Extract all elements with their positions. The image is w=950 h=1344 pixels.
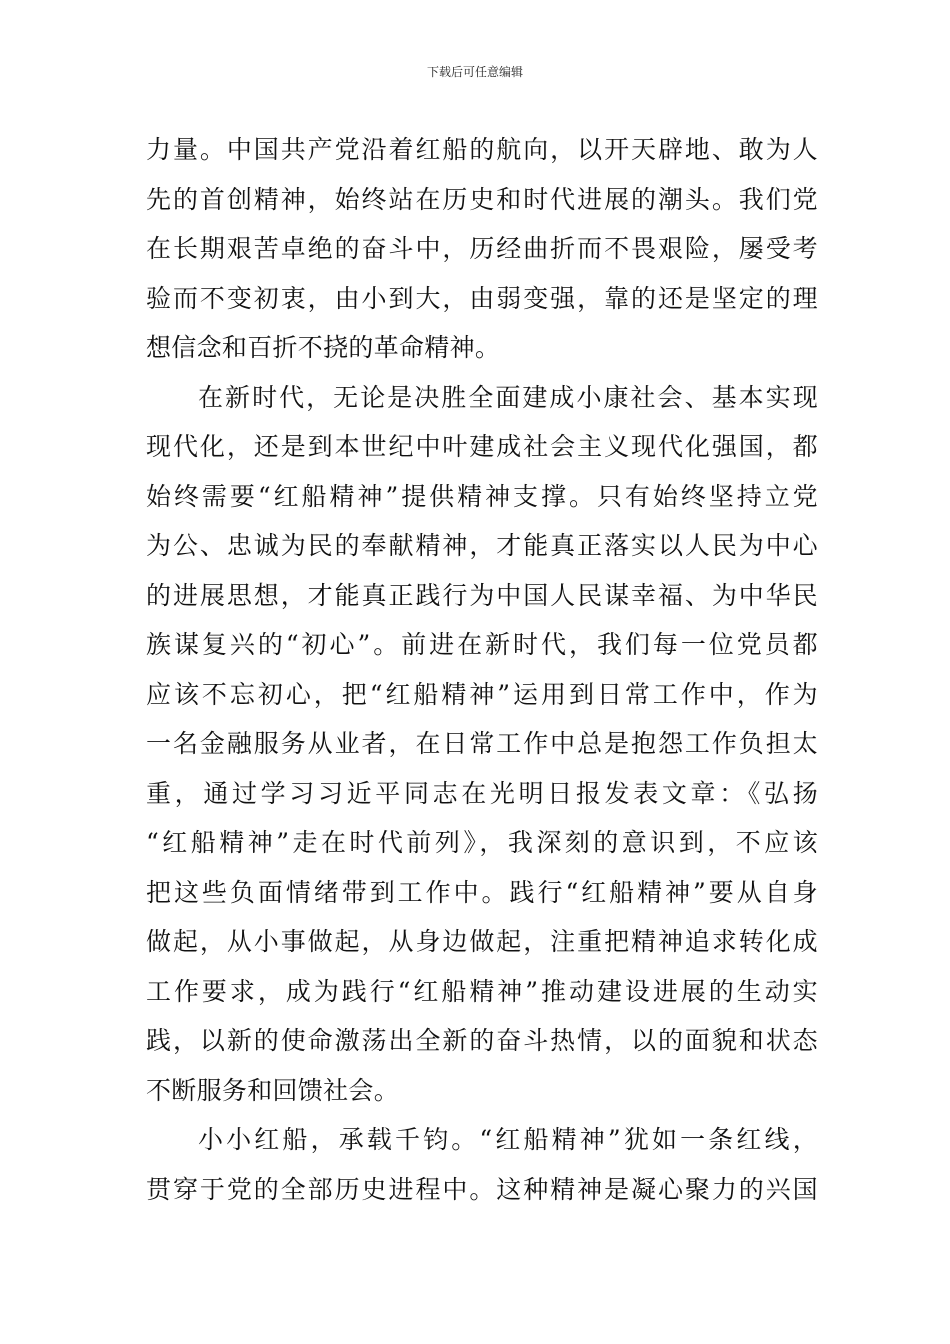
body-text [146,125,818,1214]
text-line: 族谋复兴的“初心”。前进在新时代，我们每一位党员都 [146,630,818,659]
text-line: 践，以新的使命激荡出全新的奋斗热情，以的面貌和状态 [146,1026,818,1055]
text-line: 工作要求，成为践行“红船精神”推动建设进展的生动实 [146,976,818,1006]
page-header: 下载后可任意编辑 [426,65,523,79]
text-line: 力量。中国共产党沿着红船的航向，以开天辟地、敢为人 [146,135,818,164]
text-line: 验而不变初衷，由小到大，由弱变强，靠的还是坚定的理 [146,283,818,313]
text-line: 把这些负面情绪带到工作中。践行“红船精神”要从自身 [146,877,818,907]
text-line: 想信念和百折不挠的革命精神。 [146,333,501,362]
text-line: 先的首创精神，始终站在历史和时代进展的潮头。我们党 [146,184,818,214]
text-line: 重，通过学习习近平同志在光明日报发表文章：《弘扬 [146,778,818,808]
text-line: 应该不忘初心，把“红船精神”运用到日常工作中，作为 [146,679,818,709]
text-line: 小小红船，承载千钧。“红船精神”犹如一条红线， [198,1125,818,1154]
text-line: 贯穿于党的全部历史进程中。这种精神是凝心聚力的兴国 [146,1174,818,1204]
text-line: 的进展思想，才能真正践行为中国人民谋幸福、为中华民 [146,580,818,610]
text-line: 做起，从小事做起，从身边做起，注重把精神追求转化成 [146,927,818,956]
text-line: 一名金融服务从业者，在日常工作中总是抱怨工作负担太 [146,729,818,758]
text-line: 现代化，还是到本世纪中叶建成社会主义现代化强国，都 [146,432,818,461]
text-line: 为公、忠诚为民的奉献精神，才能真正落实以人民为中心 [146,531,818,560]
text-line: 在新时代，无论是决胜全面建成小康社会、基本实现 [198,382,818,412]
text-line: 不断服务和回馈社会。 [146,1075,400,1105]
text-line: 始终需要“红船精神”提供精神支撑。只有始终坚持立党 [146,481,818,511]
text-line: “红船精神”走在时代前列》，我深刻的意识到，不应该 [146,828,818,857]
text-line: 在长期艰苦卓绝的奋斗中，历经曲折而不畏艰险，屡受考 [146,234,818,263]
